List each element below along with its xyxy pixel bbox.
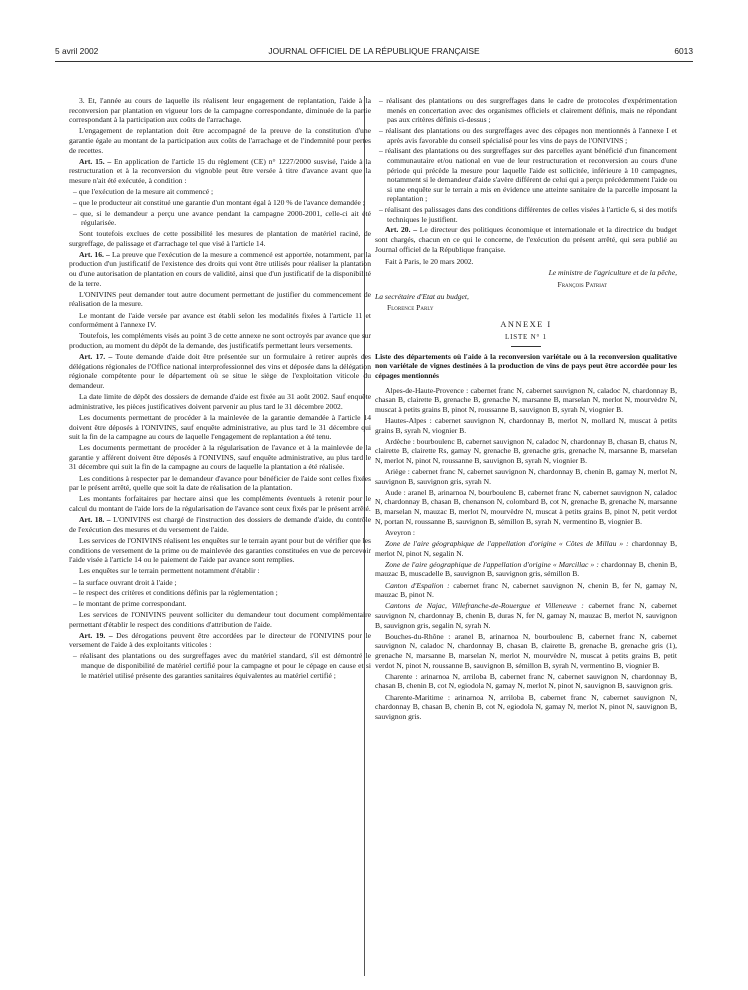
department-paragraph <box>375 560 677 579</box>
article-paragraph <box>69 352 371 390</box>
page-header <box>55 47 693 62</box>
zone-label: Zone de l'aire géographique de l'appellation d'origine « Côtes de Millau » : <box>385 539 629 549</box>
paragraph-text: – réalisant des plantations ou des surgreffages sur des parcelles ayant bénéficié d'un financement communautaire et/ou national en vue de leur restructuration et reconversion au cours d'une période qui précède la mesure pour laquelle l'aide est sollicitée, inférieure à 10 campagnes, notamment si le demandeur d'aide s'avère différent de celui qui a perçu précédemment l'aide ou si une enquête sur le terrain a mis en évidence une atteinte sanitaire de la parcelle imposant la replantation ; <box>379 146 677 204</box>
article-paragraph <box>69 413 371 442</box>
paragraph-text: L'ONIVINS peut demander tout autre document permettant de justifier du commencement de réalisation de la mesure. <box>69 289 371 309</box>
annexe-list-number: LISTE N° 1 <box>505 332 547 341</box>
zone-label: Cantons de Najac, Villefranche-de-Rouergue et Villeneuve : <box>385 601 584 611</box>
article-paragraph <box>69 566 371 576</box>
annexe-rule <box>511 346 541 347</box>
article-list-item <box>69 187 371 197</box>
paragraph-text: Bouches-du-Rhône : aranel B, arinarnoa N, bourboulenc B, cabernet franc N, cabernet sauvignon N, caladoc N, chardonnay B, chasan B, clairette B, grenache B, grenache gris (1), grenache N, marsanne B, marselan N, merlot N, mourvèdre N, muscat à petits grains B, petit verdot N, pinot N, roussanne B, sauvignon B, sémillon B, syrah N, vermentino B, viognier B. <box>375 631 677 670</box>
department-list <box>375 386 677 722</box>
paragraph-text: L'ONIVINS est chargé de l'instruction des dossiers de demande d'aide, du contrôle de l'exécution des mesures et du versement de l'aide. <box>69 515 371 534</box>
article-paragraph <box>375 225 677 254</box>
paragraph-text: Les enquêtes sur le terrain permettent notamment d'établir : <box>79 566 260 576</box>
paragraph-text: Des dérogations peuvent être accordées par le directeur de l'ONIVINS pour le versement de l'aide à des exploitants viticoles : <box>69 630 371 650</box>
paragraph-text: La preuve que l'exécution de la mesure a commencé est apportée, notamment, par la production d'un justificatif de l'existence des droits qui vont être utilisés pour réaliser la plantation ou d'une autorisation de plantation en cours de validité, ainsi que d'un justificatif de la disponibilité de la terre. <box>69 249 371 288</box>
paragraph-text: – réalisant des palissages dans des conditions différentes de celles visées à l'article 6, si des motifs techniques le justifient. <box>379 205 677 224</box>
article-list-item <box>69 198 371 208</box>
department-paragraph <box>375 601 677 630</box>
paragraph-text: Sont toutefois exclues de cette possibilité les mesures de plantation de matériel raciné, de surgreffage, de palissage et d'arrachage tel que visé à l'article 14. <box>69 229 371 248</box>
paragraph-text: Les documents permettant de procéder à la mainlevée de la garantie demandée à l'article 14 doivent être déposés à l'ONIVINS, sauf enquête administrative, au plus tard le 31 décembre qui suit la fin de la campagne au cours de laquelle l'engagement de replantation a été tenu. <box>69 412 371 442</box>
article-list-item <box>375 205 677 224</box>
paragraph-text: – que, si le demandeur a perçu une avance pendant la campagne 2000-2001, celle-ci ait été régularisée. <box>73 208 371 228</box>
paragraph-text: La date limite de dépôt des dossiers de demande d'aide est fixée au 31 août 2002. Sauf enquête administrative, les pièces justificatives doivent parvenir au plus tard le 31 décembre 2002. <box>69 392 371 411</box>
article-paragraph <box>69 290 371 309</box>
left-column <box>69 96 371 681</box>
paragraph-text: cabernet franc N, cabernet sauvignon N, chenin B, fer N, gamay N, mauzac B, pinot N. <box>375 580 677 600</box>
minister-name: François Patriat <box>557 279 607 289</box>
paragraph-text: Le directeur des politiques économique et internationale et la directrice du budget sont chargés, chacun en ce qui le concerne, de l'exécution du présent arrêté, qui sera publié au Journal officiel de la République française. <box>375 225 677 254</box>
header-date: 5 avril 2002 <box>55 46 99 56</box>
article-paragraph <box>69 631 371 650</box>
paragraph-text: Alpes-de-Haute-Provence : cabernet franc N, cabernet sauvignon N, caladoc N, chardonnay B, chasan B, clairette B, grenache B, grenache N, marsanne B, marselan N, merlot N, mourvèdre N, muscat à petits grains B, pinot N, roussanne B, sauvignon B, syrah N, viognier B. <box>375 385 677 414</box>
annexe-title: ANNEXE I <box>500 320 552 329</box>
paragraph-text: – réalisant des plantations ou des surgreffages dans le cadre de protocoles d'expérimentation menés en concertation avec des organismes officiels et clairement définis, mais ne répondant pas aux critères définis ci-dessus ; <box>379 96 677 125</box>
article-list-item <box>69 209 371 228</box>
paragraph-text: Aveyron : <box>385 527 416 537</box>
article-paragraph <box>69 610 371 629</box>
article-number: Art. 17. – <box>79 352 113 362</box>
article-paragraph <box>69 96 371 125</box>
paragraph-text: L'engagement de replantation doit être accompagné de la preuve de la constitution d'une garantie égale au montant de la participation aux coûts de l'arrachage et de l'indemnité pour pertes de recettes. <box>69 126 371 155</box>
article-list-item <box>69 599 371 609</box>
paragraph-text: – le respect des critères et conditions définis par la réglementation ; <box>73 588 278 598</box>
secretary-title: La secrétaire d'Etat au budget, <box>375 292 469 302</box>
paragraph-text: cabernet franc N, cabernet sauvignon N, chardonnay B, chenin B, duras N, fer N, gamay N, mauzac B, merlot N, sauvignon B, sauvignon gris, segalin N, syrah N. <box>375 601 677 630</box>
article-paragraph <box>69 157 371 186</box>
paragraph-text: Les montants forfaitaires par hectare ainsi que les compléments éventuels à retenir pour le calcul du montant de l'aide lors de la régularisation de l'avance sont ceux fixés par le présent arrêté. <box>69 494 371 514</box>
right-column <box>375 96 677 723</box>
paragraph-text: Ariège : cabernet franc N, cabernet sauvignon N, chardonnay B, chenin B, gamay N, merlot N, sauvignon B, sauvignon gris, syrah N. <box>375 467 677 486</box>
article-paragraph <box>69 474 371 493</box>
department-paragraph <box>375 581 677 600</box>
department-paragraph <box>375 386 677 415</box>
paragraph-text: 3. Et, l'année au cours de laquelle ils réalisent leur engagement de replantation, l'aide à la reconversion par plantation en vigueur lors de la campagne correspondante, diminuée de la partie correspondant à la participation aux coûts de l'arrachage. <box>69 96 371 125</box>
department-paragraph <box>375 632 677 670</box>
article-paragraph <box>69 494 371 513</box>
department-paragraph <box>375 416 677 435</box>
article-list-item <box>375 96 677 125</box>
department-paragraph <box>375 437 677 466</box>
article-number: Art. 18. – <box>79 515 111 525</box>
paragraph-text: – la surface ouvrant droit à l'aide ; <box>73 577 177 587</box>
signature-place-date: Fait à Paris, le 20 mars 2002. <box>385 257 474 267</box>
minister-title: Le ministre de l'agriculture et de la pêche, <box>548 268 677 278</box>
department-paragraph <box>375 693 677 722</box>
department-paragraph <box>375 467 677 486</box>
article-paragraph <box>69 229 371 248</box>
paragraph-text: chardonnay B, merlot N, pinot N, segalin N. <box>375 539 677 558</box>
department-paragraph <box>375 672 677 691</box>
department-paragraph <box>375 488 677 526</box>
paragraph-text: – le montant de prime correspondant. <box>73 599 187 609</box>
department-paragraph <box>375 539 677 558</box>
paragraph-text: – réalisant des plantations ou des surgreffages avec du matériel standard, s'il est démontré le manque de disponibilité de matériel certifié pour la campagne et pour le cépage en cause et si le matériel utilisé présente des garanties sanitaires équivalentes au matériel certifié ; <box>73 651 371 680</box>
zone-label: Canton d'Espalion : <box>385 580 450 590</box>
article-paragraph <box>69 126 371 155</box>
article-paragraph <box>69 443 371 472</box>
paragraph-text: Les conditions à respecter par le demandeur d'avance pour bénéficier de l'aide sont celles fixées par le présent arrêté, quelle que soit la date de réalisation de la plantation. <box>69 473 371 493</box>
article-list-item <box>375 126 677 145</box>
article-paragraph <box>69 515 371 534</box>
article-paragraph <box>69 536 371 565</box>
paragraph-text: Ardèche : bourboulenc B, cabernet sauvignon N, caladoc N, chardonnay B, chasan B, chatus N, clairette B, clairette Rs, gamay N, grenache B, grenache gris, grenache N, marsanne B, marselan N, merlot N, pinot N, roussanne B, sauvignon B, syrah N, viognier B. <box>375 436 677 465</box>
paragraph-text: Toute demande d'aide doit être présentée sur un formulaire à retirer auprès des délégations régionales de l'Office national interprofessionnel des vins et déposée dans la délégation régionale compétente pour le département où se situe le siège de l'exploitation viticole du demandeur. <box>69 352 371 390</box>
article-list-item <box>69 588 371 598</box>
article-paragraph <box>69 250 371 288</box>
article-paragraph <box>69 392 371 411</box>
paragraph-text: En application de l'article 15 du règlement (CE) n° 1227/2000 susvisé, l'aide à la restructuration et à la reconversion du vignoble peut être versée à titre d'avance avant que la mesure n'ait été exécutée, à condition : <box>69 156 371 185</box>
article-paragraph <box>69 331 371 350</box>
article-paragraph <box>69 311 371 330</box>
article-number: Art. 20. – <box>385 225 418 235</box>
article-number: Art. 19. – <box>79 630 113 640</box>
article-number: Art. 15. – <box>79 156 112 166</box>
article-list-item <box>375 146 677 204</box>
header-page-number: 6013 <box>674 46 693 56</box>
secretary-name: Florence Parly <box>387 303 434 313</box>
article-list-item <box>69 651 371 680</box>
paragraph-text: – réalisant des plantations ou des surgreffages avec des cépages non mentionnés à l'annexe I et après avis favorable du conseil spécialisé pour les vins de pays de l'ONIVINS ; <box>379 125 677 145</box>
article-list-item <box>69 578 371 588</box>
right-articles <box>375 96 677 254</box>
paragraph-text: – que le producteur ait constitué une garantie d'un montant égal à 120 % de l'avance demandée ; <box>73 197 365 207</box>
department-paragraph <box>375 528 677 538</box>
paragraph-text: Hautes-Alpes : cabernet sauvignon N, chardonnay B, merlot N, mollard N, muscat à petits grains B, syrah N, viognier B. <box>375 415 677 435</box>
paragraph-text: chardonnay B, chenin B, mauzac B, muscadelle B, sauvignon B, sauvignon gris, sémillon B. <box>375 559 678 579</box>
paragraph-text: – que l'exécution de la mesure ait commencé ; <box>73 187 214 197</box>
paragraph-text: Toutefois, les compléments visés au point 3 de cette annexe ne sont octroyés par avance que sur production, au moment du dépôt de la demande, des justificatifs permettant leurs versements. <box>69 331 371 350</box>
article-number: Art. 16. – <box>79 249 110 259</box>
zone-label: Zone de l'aire géographique de l'appellation d'origine « Marcillac » : <box>385 559 599 569</box>
annexe-heading: Liste des départements où l'aide à la reconversion variétale ou à la reconversion qualitative non variétale de vignes destinées à la production de vins de pays peut être accordée pour les cépages mentionnés <box>375 351 677 380</box>
paragraph-text: Aude : aranel B, arinarnoa N, bourboulenc B, cabernet franc N, cabernet sauvignon N, caladoc N, chardonnay B, chasan B, chenanson N, colombard B, cot N, grenache B, grenache N, marsanne B, marselan N, mauzac B, merlot N, mourvèdre N, muscat à petits grains B, pinot N, petit verdot N, portan N, roussanne B, sauvignon B, sémillon B, syrah N, vermentino B, viognier B. <box>375 487 677 526</box>
paragraph-text: Charente : arinarnoa N, arriloba B, cabernet franc N, cabernet sauvignon N, chardonnay B, chasan B, chenin B, cot N, egiodola N, gamay N, merlot N, pinot N, sauvignon B, sauvignon gris. <box>375 671 677 691</box>
paragraph-text: Les services de l'ONIVINS réalisent les enquêtes sur le terrain ayant pour but de vérifier que les conditions de versement de la prime ou de mainlevée des garanties constituées en vue de percevoir l'aide visée à l'article 14 ou le paiement de l'aide par avance sont remplies. <box>69 536 371 565</box>
paragraph-text: Les services de l'ONIVINS peuvent solliciter du demandeur tout document complémentaire permettant d'établir le respect des conditions d'attribution de l'aide. <box>69 609 371 629</box>
paragraph-text: Charente-Maritime : arinarnoa N, arriloba B, cabernet franc N, cabernet sauvignon N, chardonnay B, chasan B, chenin B, cot N, egiodola N, gamay N, merlot N, pinot N, sauvignon B, sauvignon gris. <box>375 692 677 721</box>
paragraph-text: Les documents permettant de procéder à la régularisation de l'avance et à la mainlevée de la garantie y afférent doivent être déposés à l'ONIVINS, sauf enquête administrative, au plus tard le 31 décembre qui suit la fin de la campagne au cours de laquelle la plantation a été réalisée. <box>69 443 371 472</box>
paragraph-text: Le montant de l'aide versée par avance est établi selon les modalités fixées à l'article 11 et conformément à l'annexe IV. <box>69 310 371 330</box>
header-journal-title: JOURNAL OFFICIEL DE LA RÉPUBLIQUE FRANÇAISE <box>268 46 480 56</box>
